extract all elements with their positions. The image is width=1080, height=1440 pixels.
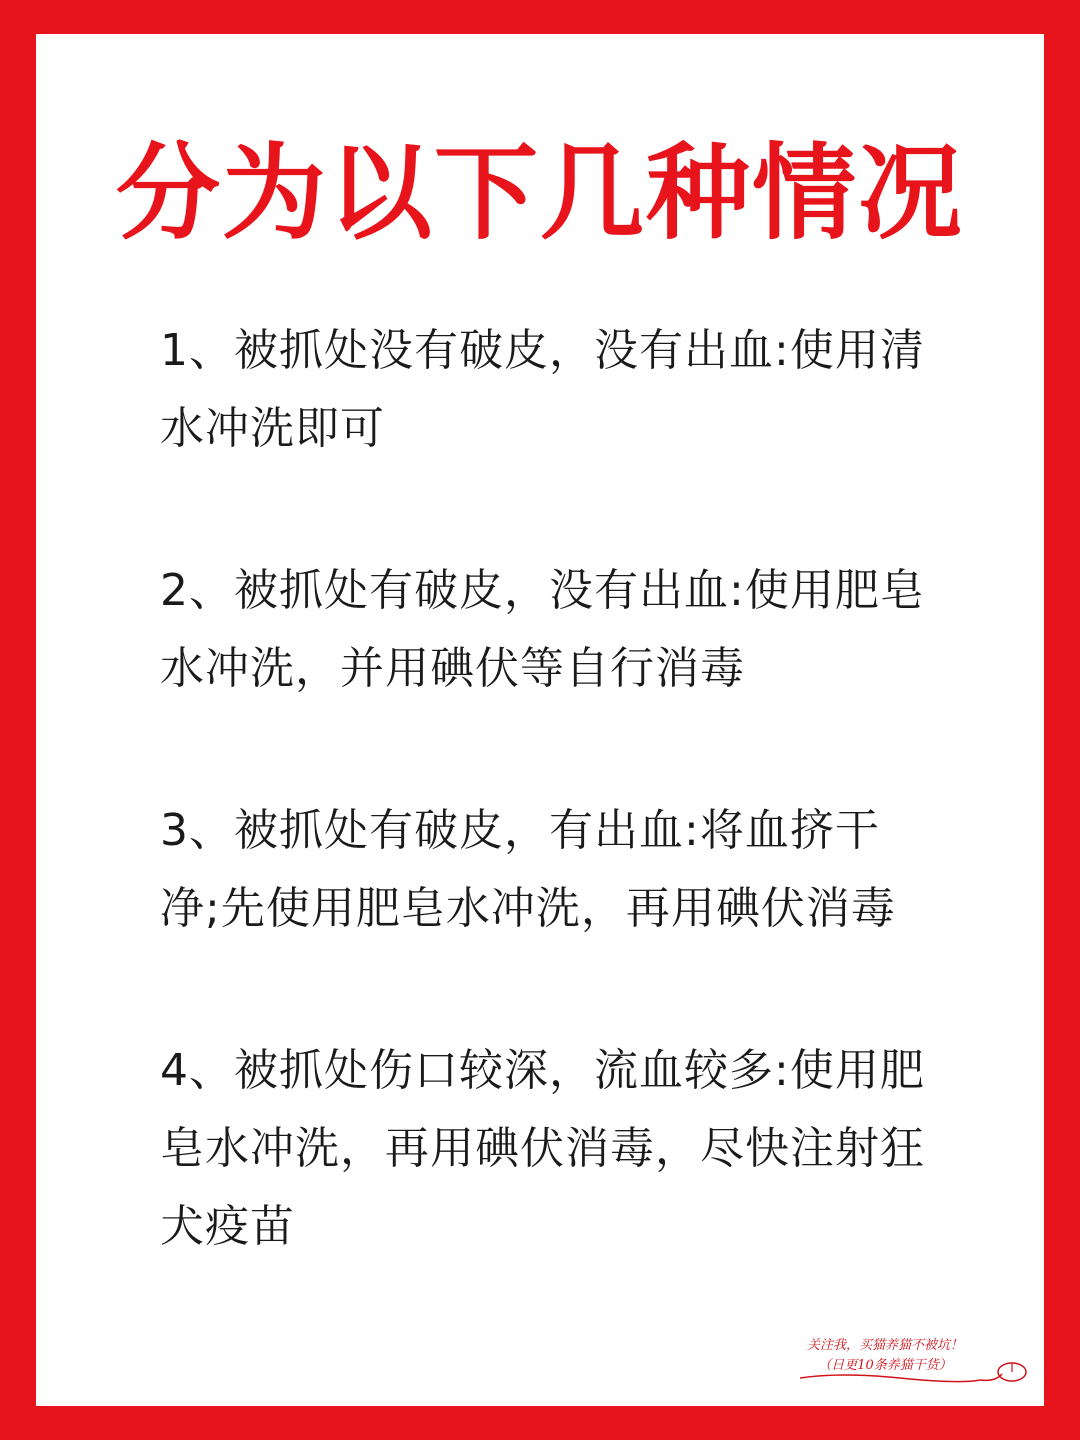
list-item-3: 3、被抓处有破皮，有出血:将血挤干净;先使用肥皂水冲洗，再用碘伏消毒	[160, 805, 896, 934]
watermark-line-1: 关注我，买猫养猫不被坑！	[806, 1338, 963, 1353]
watermark-line-2: （日更10条养猫干货）	[818, 1358, 952, 1373]
signature-watermark	[780, 1328, 1030, 1398]
list-item-4: 4、被抓处伤口较深，流血较多:使用肥皂水冲洗，再用碘伏消毒，尽快注射狂犬疫苗	[160, 1045, 925, 1252]
list-item-1: 1、被抓处没有破皮，没有出血:使用清水冲洗即可	[160, 325, 925, 454]
list-item-2: 2、被抓处有破皮，没有出血:使用肥皂水冲洗，并用碘伏等自行消毒	[160, 565, 925, 694]
page-title: 分为以下几种情况	[115, 132, 964, 254]
